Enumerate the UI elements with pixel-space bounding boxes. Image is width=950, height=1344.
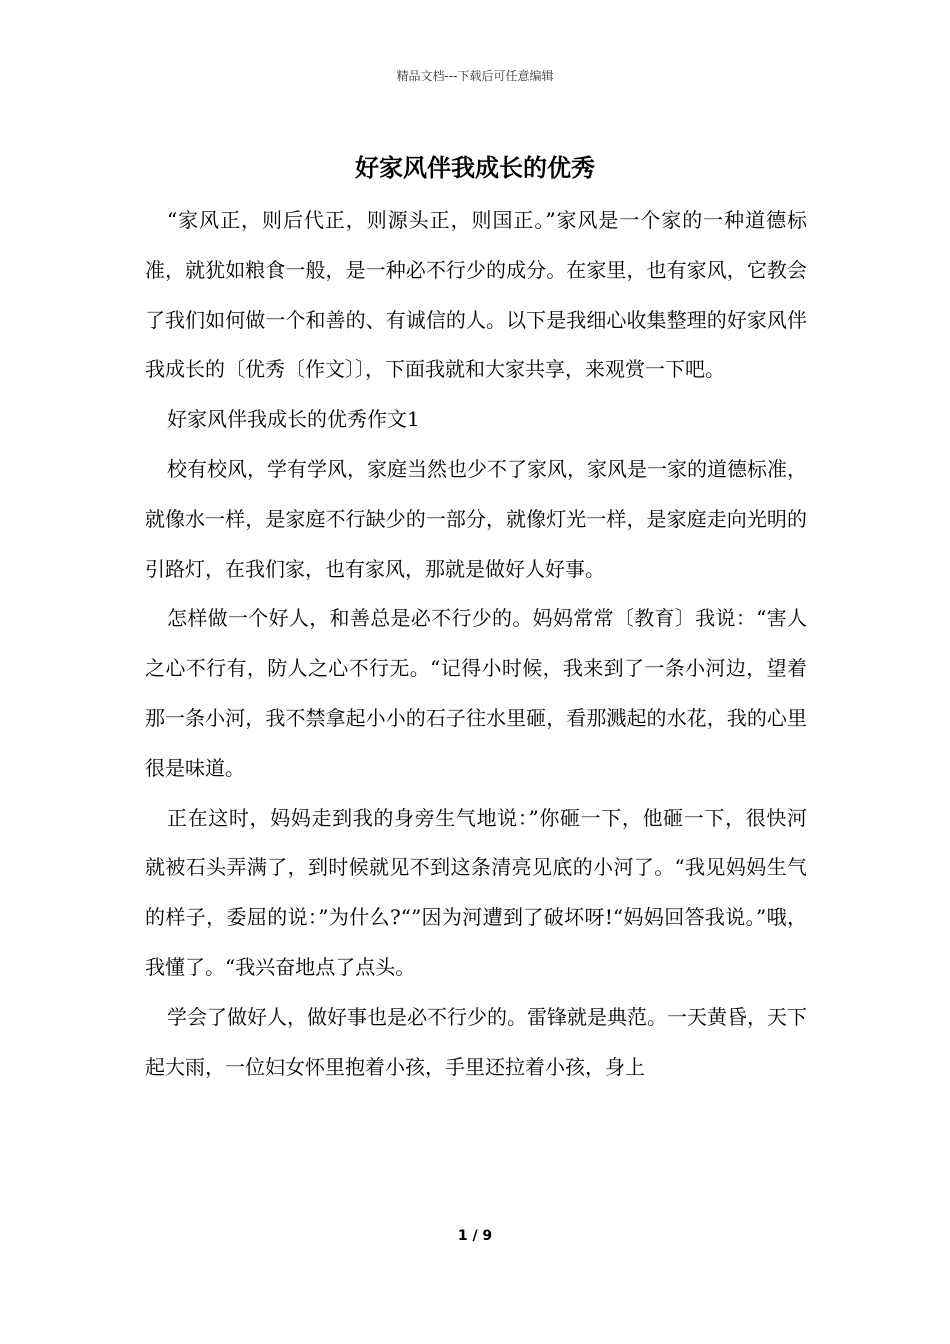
page-number: 1 / 9	[457, 1228, 493, 1244]
paragraph-2: 怎样做一个好人，和善总是必不行少的。妈妈常常〔教育〕我说：“害人之心不行有，防人之心不行无。“记得小时候，我来到了一条小河边，望着那一条小河，我不禁拿起小小的石子往水里砸，看那溅起的水花，我的心里很是味道。	[145, 606, 807, 780]
section-heading: 好家风伴我成长的优秀作文1	[167, 407, 420, 432]
document-body	[145, 196, 807, 1092]
paragraph-intro: “家风正，则后代正，则源头正，则国正。”家风是一个家的一种道德标准，就犹如粮食一般，是一种必不行少的成分。在家里，也有家风，它教会了我们如何做一个和善的、有诚信的人。以下是我细心收集整理的好家风伴我成长的〔优秀〔作文〕〕，下面我就和大家共享，来观赏一下吧。	[145, 208, 807, 382]
document-title: 好家风伴我成长的优秀	[355, 153, 595, 182]
paragraph-4: 学会了做好人，做好事也是必不行少的。雷锋就是典范。一天黄昏，天下起大雨，一位妇女怀里抱着小孩，手里还拉着小孩，身上	[145, 1004, 807, 1079]
paragraph-1: 校有校风，学有学风，家庭当然也少不了家风，家风是一家的道德标准，就像水一样，是家庭不行缺少的一部分，就像灯光一样，是家庭走向光明的引路灯，在我们家，也有家风，那就是做好人好事。	[145, 456, 807, 581]
page-header: 精品文档---下载后可任意编辑	[396, 69, 554, 83]
paragraph-3: 正在这时，妈妈走到我的身旁生气地说：”你砸一下，他砸一下，很快河就被石头弄满了，到时候就见不到这条清亮见底的小河了。“我见妈妈生气的样子，委屈的说：”为什么?“”因为河遭到了破坏呀!“妈妈回答我说。”哦，我懂了。“我兴奋地点了点头。	[145, 805, 807, 979]
